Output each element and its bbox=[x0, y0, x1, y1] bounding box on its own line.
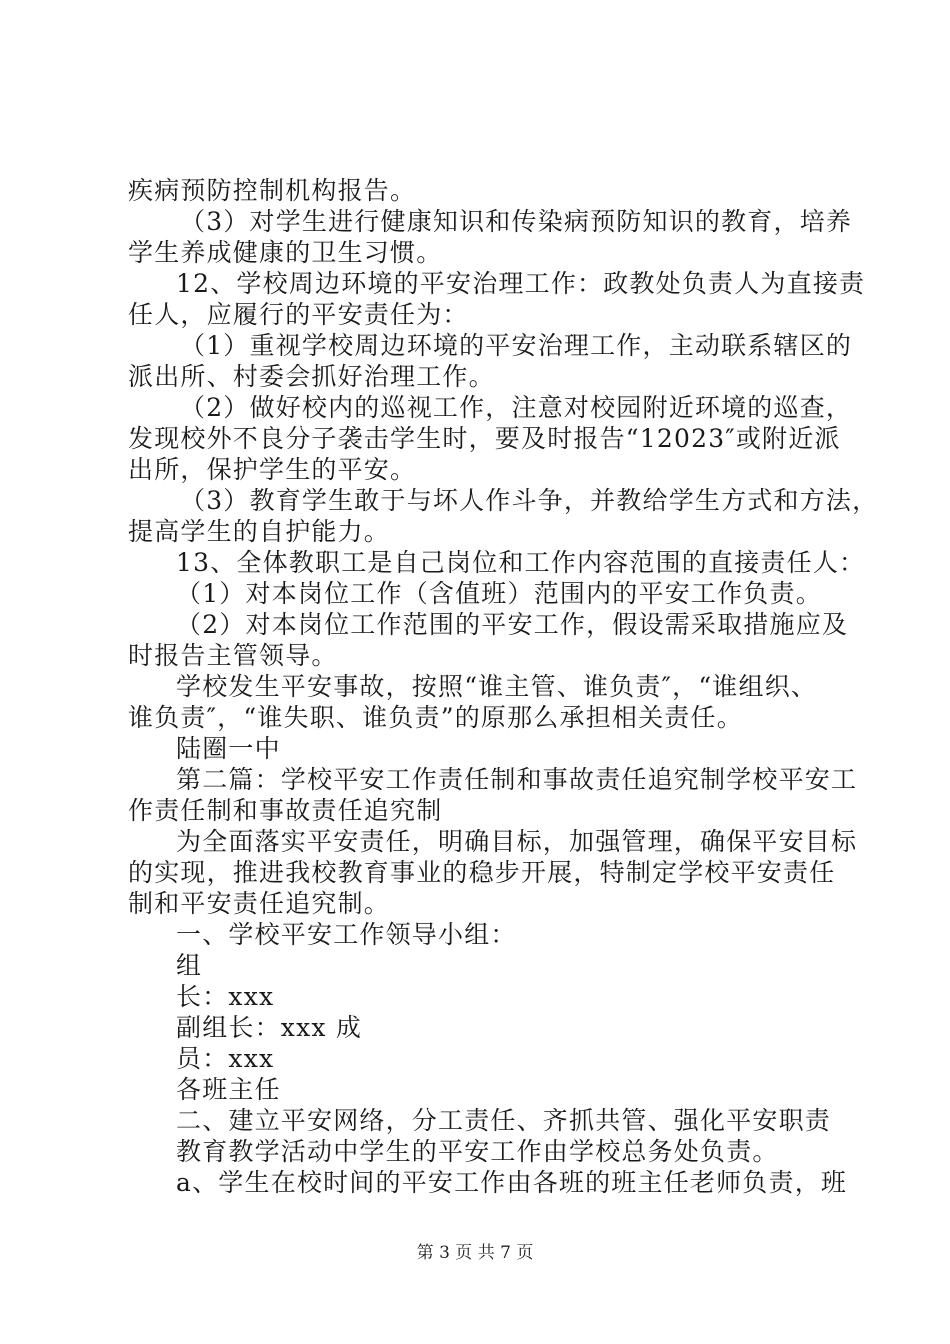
text-line: 提高学生的自护能力。 bbox=[128, 517, 391, 546]
text-line: 一、学校平安工作领导小组： bbox=[176, 920, 517, 949]
text-line: 疾病预防控制机构报告。 bbox=[128, 176, 417, 205]
text-line: 陆圈一中 bbox=[176, 734, 281, 763]
text-line: 作责任制和事故责任追究制 bbox=[128, 796, 443, 825]
text-line: a、学生在校时间的平安工作由各班的班主任老师负责，班 bbox=[176, 1168, 848, 1197]
text-line: （3）教育学生敢于与坏人作斗争，并教给学生方式和方法， bbox=[180, 486, 879, 515]
text-line: 13、全体教职工是自己岗位和工作内容范围的直接责任人： bbox=[176, 548, 866, 577]
text-line: 发现校外不良分子袭击学生时，要及时报告“12023″或附近派 bbox=[128, 424, 841, 453]
text-line: 学生养成健康的卫生习惯。 bbox=[128, 238, 443, 267]
text-line: 二、建立平安网络，分工责任、齐抓共管、强化平安职责 bbox=[176, 1106, 832, 1135]
text-line: 出所，保护学生的平安。 bbox=[128, 455, 417, 484]
text-line: 的实现，推进我校教育事业的稳步开展，特制定学校平安责任 bbox=[128, 858, 836, 887]
text-line: 任人，应履行的平安责任为： bbox=[128, 300, 469, 329]
text-line: 教育教学活动中学生的平安工作由学校总务处负责。 bbox=[176, 1137, 779, 1166]
text-line: 学校发生平安事故，按照“谁主管、谁负责″，“谁组织、 bbox=[176, 672, 818, 701]
text-line: 长：xxx bbox=[176, 982, 275, 1011]
text-line: 组 bbox=[176, 951, 203, 980]
text-line: 制和平安责任追究制。 bbox=[128, 889, 391, 918]
page-number-footer: 第 3 页 共 7 页 bbox=[416, 1243, 534, 1263]
text-line: （3）对学生进行健康知识和传染病预防知识的教育，培养 bbox=[180, 207, 853, 236]
text-line: 派出所、村委会抓好治理工作。 bbox=[128, 362, 495, 391]
text-line: 12、学校周边环境的平安治理工作：政教处负责人为直接责 bbox=[176, 269, 866, 298]
text-line: （1）对本岗位工作（含值班）范围内的平安工作负责。 bbox=[176, 579, 822, 608]
text-line: （2）做好校内的巡视工作，注意对校园附近环境的巡查， bbox=[180, 393, 853, 422]
text-line: （1）重视学校周边环境的平安治理工作，主动联系辖区的 bbox=[180, 331, 853, 360]
text-line: 谁负责″，“谁失职、谁负责”的原那么承担相关责任。 bbox=[128, 703, 743, 732]
text-line: （2）对本岗位工作范围的平安工作，假设需采取措施应及 bbox=[176, 610, 849, 639]
text-line: 时报告主管领导。 bbox=[128, 641, 338, 670]
text-line: 副组长：xxx 成 bbox=[176, 1013, 363, 1042]
text-line: 为全面落实平安责任，明确目标，加强管理，确保平安目标 bbox=[176, 827, 858, 856]
text-line: 各班主任 bbox=[176, 1075, 281, 1104]
text-line: 第二篇：学校平安工作责任制和事故责任追究制学校平安工 bbox=[176, 765, 858, 794]
text-line: 员：xxx bbox=[176, 1044, 275, 1073]
